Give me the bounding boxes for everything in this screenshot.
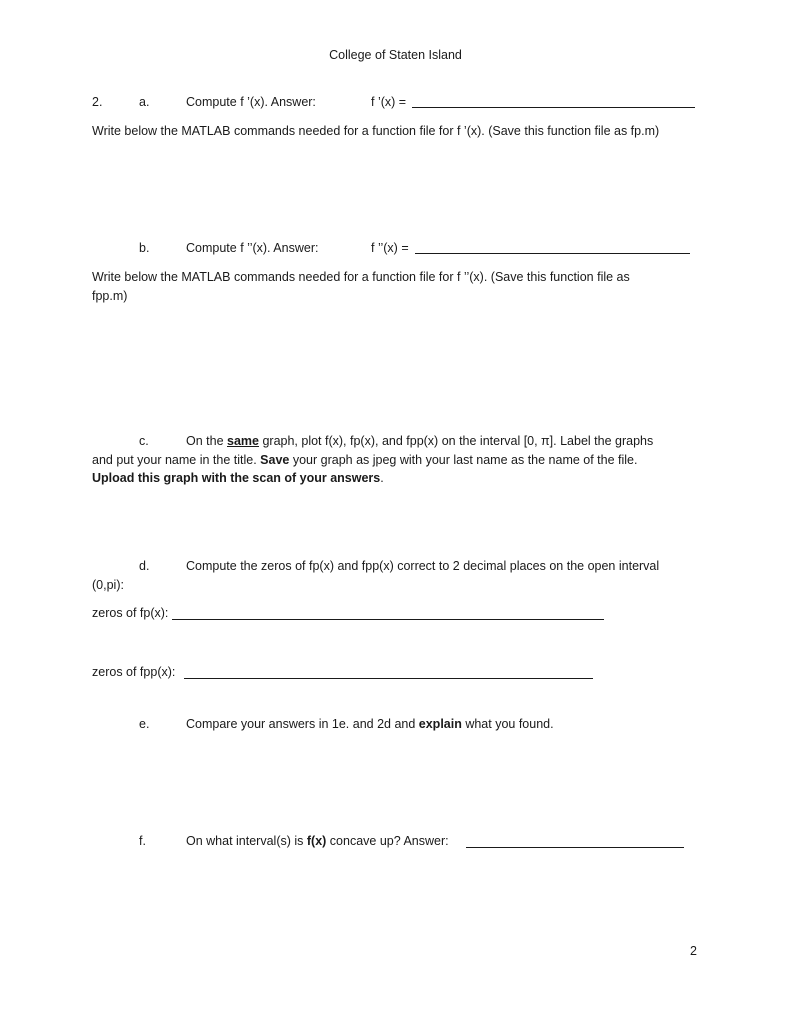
part-b-prompt: Compute f ’’(x). Answer: bbox=[186, 241, 319, 255]
page-number: 2 bbox=[690, 944, 697, 958]
emphasis-upload: Upload this graph with the scan of your answers bbox=[92, 471, 381, 485]
part-c-letter: c. bbox=[139, 434, 149, 448]
part-a-letter: a. bbox=[139, 95, 150, 109]
part-b-answer-blank[interactable] bbox=[415, 253, 690, 254]
part-e-letter: e. bbox=[139, 717, 150, 731]
part-b-instruction-line2: fpp.m) bbox=[92, 289, 128, 303]
part-b-answer-label: f ’’(x) = bbox=[371, 241, 409, 255]
zeros-fp-label: zeros of fp(x): bbox=[92, 606, 169, 620]
part-a-instruction: Write below the MATLAB commands needed for a function file for f ’(x). (Save this function file as fp.m) bbox=[92, 124, 660, 138]
part-c-line2: and put your name in the title. Save your graph as jpeg with your last name as the name of the file. bbox=[92, 453, 638, 467]
part-d-line2: (0,pi): bbox=[92, 578, 124, 592]
zeros-fpp-label: zeros of fpp(x): bbox=[92, 665, 176, 679]
part-f-letter: f. bbox=[139, 834, 146, 848]
part-d-line1: Compute the zeros of fp(x) and fpp(x) correct to 2 decimal places on the open interval bbox=[186, 559, 660, 573]
part-c-line1: On the same graph, plot f(x), fp(x), and fpp(x) on the interval [0, π]. Label the graphs bbox=[186, 434, 654, 448]
zeros-fp-answer-blank[interactable] bbox=[172, 619, 604, 620]
part-f-text: On what interval(s) is f(x) concave up? Answer: bbox=[186, 834, 449, 848]
part-c-line3: Upload this graph with the scan of your answers. bbox=[92, 471, 384, 485]
part-e-text: Compare your answers in 1e. and 2d and explain what you found. bbox=[186, 717, 554, 731]
part-a-answer-label: f ’(x) = bbox=[371, 95, 407, 109]
part-a-prompt: Compute f ’(x). Answer: bbox=[186, 95, 316, 109]
part-d-letter: d. bbox=[139, 559, 150, 573]
page-header-title: College of Staten Island bbox=[329, 48, 462, 62]
zeros-fpp-answer-blank[interactable] bbox=[184, 678, 593, 679]
emphasis-explain: explain bbox=[418, 717, 462, 731]
part-b-instruction-line1: Write below the MATLAB commands needed for a function file for f ’’(x). (Save this function file as bbox=[92, 270, 630, 284]
part-f-answer-blank[interactable] bbox=[466, 847, 684, 848]
emphasis-save: Save bbox=[260, 453, 290, 467]
part-b-letter: b. bbox=[139, 241, 150, 255]
emphasis-same: same bbox=[227, 434, 259, 448]
emphasis-fx: f(x) bbox=[306, 834, 327, 848]
part-a-answer-blank[interactable] bbox=[412, 107, 695, 108]
question-number: 2. bbox=[92, 95, 103, 109]
